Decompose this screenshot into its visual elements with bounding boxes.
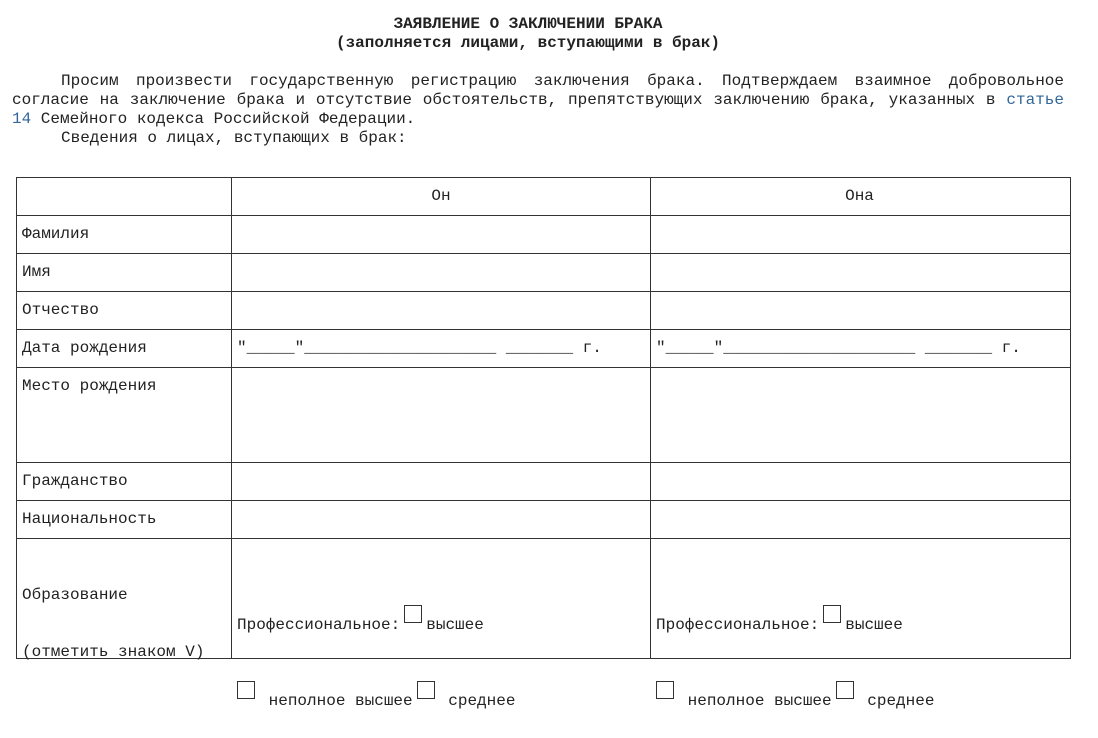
intro-text bbox=[12, 72, 1064, 148]
option-secondary: среднее bbox=[867, 692, 935, 710]
intro-paragraph-1 bbox=[12, 72, 1064, 129]
citizenship-he-field[interactable] bbox=[232, 463, 651, 500]
option-incomplete-higher: неполное высшее bbox=[687, 692, 832, 710]
he-secondary-checkbox[interactable] bbox=[417, 681, 435, 699]
header-he: Он bbox=[232, 178, 651, 215]
header-she: Она bbox=[845, 187, 874, 205]
option-secondary: среднее bbox=[448, 692, 516, 710]
he-higher-checkbox[interactable] bbox=[404, 605, 422, 623]
row-label: Национальность bbox=[17, 501, 232, 538]
education-hint: (отметить знаком V) bbox=[22, 643, 205, 661]
table-row-patronymic bbox=[17, 292, 1070, 330]
name-he-field[interactable] bbox=[232, 254, 651, 291]
she-incomplete-higher-checkbox[interactable] bbox=[656, 681, 674, 699]
row-label: Имя bbox=[17, 254, 232, 291]
table-row-surname bbox=[17, 216, 1070, 254]
education-he bbox=[232, 539, 651, 710]
intro-paragraph-1-text: Просим произвести государственную регистрацию заключения брака. Подтверждаем взаимное добровольное согласие на заключение брака и отсутствие обстоятельств, препятствующих заключению брака, указанных в bbox=[12, 72, 1064, 109]
article-14-link[interactable]: статье 14 bbox=[12, 91, 1064, 128]
surname-she-field[interactable] bbox=[651, 216, 1068, 253]
birthdate-he-field[interactable]: "_____"____________________ _______ г. bbox=[232, 330, 651, 367]
he-incomplete-higher-checkbox[interactable] bbox=[237, 681, 255, 699]
applicants-table bbox=[16, 177, 1071, 710]
patronymic-she-field[interactable] bbox=[651, 292, 1068, 329]
intro-paragraph-1-end: Семейного кодекса Российской Федерации. bbox=[31, 110, 416, 128]
table-row-nationality bbox=[17, 501, 1070, 539]
row-label: Фамилия bbox=[17, 216, 232, 253]
table-row-birthplace bbox=[17, 368, 1070, 463]
she-higher-checkbox[interactable] bbox=[823, 605, 841, 623]
intro-paragraph-2: Сведения о лицах, вступающих в брак: bbox=[61, 129, 407, 147]
birthplace-she-field[interactable] bbox=[651, 368, 1068, 462]
birthdate-she-field[interactable]: "_____"____________________ _______ г. bbox=[656, 339, 1021, 357]
table-row-education bbox=[17, 539, 1070, 710]
row-label: Дата рождения bbox=[17, 330, 232, 367]
option-higher: высшее bbox=[426, 616, 484, 634]
row-label: Гражданство bbox=[17, 463, 232, 500]
patronymic-he-field[interactable] bbox=[232, 292, 651, 329]
citizenship-she-field[interactable] bbox=[651, 463, 1068, 500]
title-subtitle: (заполняется лицами, вступающими в брак) bbox=[335, 34, 721, 52]
name-she-field[interactable] bbox=[651, 254, 1068, 291]
table-header-row bbox=[17, 178, 1070, 216]
professional-label: Профессиональное: bbox=[656, 616, 820, 634]
she-secondary-checkbox[interactable] bbox=[836, 681, 854, 699]
document-title bbox=[0, 15, 1056, 53]
nationality-she-field[interactable] bbox=[651, 501, 1068, 538]
header-empty bbox=[17, 178, 232, 215]
title-main: ЗАЯВЛЕНИЕ О ЗАКЛЮЧЕНИИ БРАКА bbox=[393, 15, 663, 33]
education-she bbox=[651, 539, 1068, 710]
table-row-name bbox=[17, 254, 1070, 292]
birthplace-he-field[interactable] bbox=[232, 368, 651, 462]
row-label bbox=[17, 539, 232, 661]
nationality-he-field[interactable] bbox=[232, 501, 651, 538]
education-label: Образование bbox=[22, 586, 128, 604]
professional-label: Профессиональное: bbox=[237, 616, 401, 634]
surname-he-field[interactable] bbox=[232, 216, 651, 253]
table-row-citizenship bbox=[17, 463, 1070, 501]
row-label: Отчество bbox=[17, 292, 232, 329]
option-higher: высшее bbox=[845, 616, 903, 634]
table-row-birthdate bbox=[17, 330, 1070, 368]
row-label: Место рождения bbox=[17, 368, 232, 462]
option-incomplete-higher: неполное высшее bbox=[268, 692, 413, 710]
